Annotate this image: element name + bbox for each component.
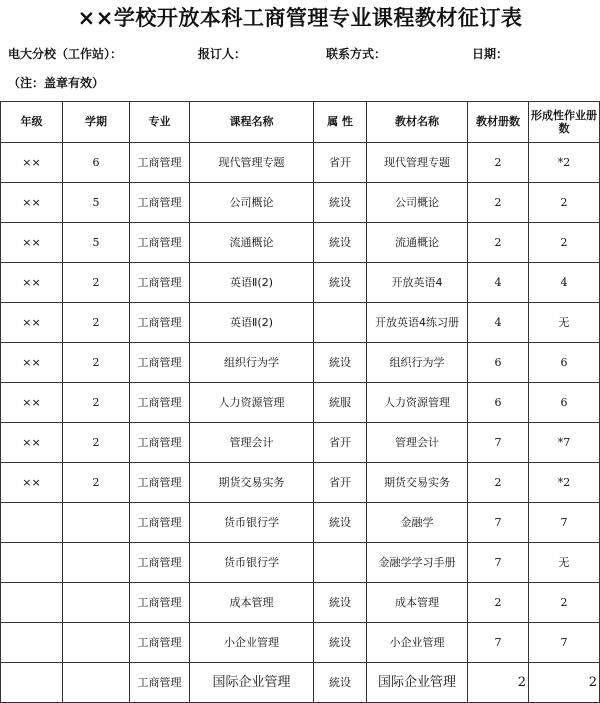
cell-term: 2 [63,463,130,503]
cell-textbook: 期货交易实务 [367,463,468,503]
contact-label: 联系方式： [326,47,387,61]
cell-grade: ×× [1,143,63,183]
cell-attribute: 省开 [314,423,367,463]
table-row [1,423,600,463]
cell-term: 6 [63,143,130,183]
cell-term [63,503,130,543]
cell-homework-count: 2 [529,223,600,263]
page-title: ××学校开放本科工商管理专业课程教材征订表 [77,6,523,30]
cell-course: 国际企业管理 [190,663,314,703]
cell-course: 流通概论 [190,223,314,263]
table-header-row [1,102,600,143]
cell-major: 工商管理 [130,463,190,503]
table-row [1,383,600,423]
cell-term: 2 [63,383,130,423]
cell-major: 工商管理 [130,343,190,383]
cell-attribute: 統设 [314,623,367,663]
cell-book-count: 7 [468,543,529,583]
header-attribute: 属 性 [314,102,367,143]
table-row [1,143,600,183]
header-textbook: 教材名称 [367,102,468,143]
cell-book-count: 6 [468,343,529,383]
cell-grade: ×× [1,423,63,463]
cell-book-count: 2 [468,663,529,703]
cell-course: 人力资源管理 [190,383,314,423]
cell-course: 组织行为学 [190,343,314,383]
cell-major: 工商管理 [130,383,190,423]
cell-textbook: 公司概论 [367,183,468,223]
cell-major: 工商管理 [130,263,190,303]
cell-course: 现代管理专题 [190,143,314,183]
header-term: 学期 [63,102,130,143]
cell-attribute: 統服 [314,383,367,423]
header-major: 专业 [130,102,190,143]
stamp-note: （注：盖章有效） [8,76,105,90]
cell-grade: ×× [1,343,63,383]
branch-label: 电大分校（工作站）： [8,47,123,61]
table-row [1,303,600,343]
cell-book-count: 7 [468,503,529,543]
table-row [1,543,600,583]
cell-textbook: 管理会计 [367,423,468,463]
textbook-order-table [0,101,600,703]
cell-grade: ×× [1,383,63,423]
cell-book-count: 4 [468,303,529,343]
cell-homework-count: 4 [529,263,600,303]
cell-major: 工商管理 [130,503,190,543]
cell-book-count: 2 [468,223,529,263]
cell-term: 2 [63,423,130,463]
cell-attribute: 統设 [314,183,367,223]
cell-book-count: 2 [468,143,529,183]
cell-book-count: 2 [468,463,529,503]
header-homework-count: 形成性作业册数 [529,102,600,143]
cell-homework-count: 6 [529,383,600,423]
cell-attribute [314,543,367,583]
form-meta-line [0,45,600,63]
cell-major: 工商管理 [130,543,190,583]
reporter-label: 报订人： [198,47,247,61]
cell-grade: ×× [1,183,63,223]
cell-term [63,663,130,703]
cell-term: 5 [63,183,130,223]
cell-course: 期货交易实务 [190,463,314,503]
cell-book-count: 4 [468,263,529,303]
table-row [1,583,600,623]
cell-course: 公司概论 [190,183,314,223]
cell-term: 5 [63,223,130,263]
cell-grade [1,663,63,703]
cell-book-count: 6 [468,383,529,423]
cell-textbook: 现代管理专题 [367,143,468,183]
cell-homework-count: *7 [529,423,600,463]
cell-grade [1,583,63,623]
cell-attribute: 統设 [314,263,367,303]
cell-major: 工商管理 [130,623,190,663]
cell-book-count: 2 [468,583,529,623]
cell-textbook: 开放英语4练习册 [367,303,468,343]
cell-textbook: 人力资源管理 [367,383,468,423]
cell-attribute: 省开 [314,463,367,503]
cell-major: 工商管理 [130,223,190,263]
cell-term: 2 [63,343,130,383]
date-label: 日期： [472,47,509,61]
table-row [1,263,600,303]
table-row [1,463,600,503]
cell-course: 成本管理 [190,583,314,623]
table-row [1,343,600,383]
cell-attribute: 統设 [314,343,367,383]
cell-homework-count: 7 [529,623,600,663]
cell-textbook: 金融学学习手册 [367,543,468,583]
cell-attribute: 統设 [314,583,367,623]
cell-homework-count: 2 [529,183,600,223]
cell-term: 2 [63,263,130,303]
cell-homework-count: *2 [529,463,600,503]
cell-book-count: 2 [468,183,529,223]
cell-textbook: 开放英语4 [367,263,468,303]
cell-major: 工商管理 [130,303,190,343]
table-row [1,663,600,703]
cell-major: 工商管理 [130,583,190,623]
cell-major: 工商管理 [130,423,190,463]
cell-textbook: 小企业管理 [367,623,468,663]
cell-textbook: 成本管理 [367,583,468,623]
cell-term: 2 [63,303,130,343]
cell-attribute: 統设 [314,503,367,543]
cell-attribute: 統设 [314,663,367,703]
cell-book-count: 7 [468,423,529,463]
cell-attribute: 統设 [314,223,367,263]
table-row [1,503,600,543]
cell-textbook: 国际企业管理 [367,663,468,703]
header-book-count: 教材册数 [468,102,529,143]
cell-grade: ×× [1,263,63,303]
cell-homework-count: 无 [529,303,600,343]
cell-attribute: 省开 [314,143,367,183]
cell-major: 工商管理 [130,663,190,703]
cell-homework-count: 2 [529,583,600,623]
cell-book-count: 7 [468,623,529,663]
cell-major: 工商管理 [130,183,190,223]
cell-homework-count: 7 [529,503,600,543]
cell-course: 英语Ⅱ(2) [190,263,314,303]
cell-homework-count: *2 [529,143,600,183]
cell-homework-count: 无 [529,543,600,583]
cell-textbook: 流通概论 [367,223,468,263]
cell-grade [1,623,63,663]
cell-grade: ×× [1,223,63,263]
header-course: 课程名称 [190,102,314,143]
cell-course: 小企业管理 [190,623,314,663]
table-row [1,223,600,263]
table-row [1,183,600,223]
cell-grade [1,543,63,583]
header-grade: 年级 [1,102,63,143]
table-row [1,623,600,663]
cell-course: 英语Ⅱ(2) [190,303,314,343]
cell-textbook: 组织行为学 [367,343,468,383]
cell-grade: ×× [1,463,63,503]
cell-course: 管理会计 [190,423,314,463]
cell-grade [1,503,63,543]
cell-homework-count: 2 [529,663,600,703]
cell-major: 工商管理 [130,143,190,183]
cell-term [63,583,130,623]
cell-homework-count: 6 [529,343,600,383]
cell-attribute [314,303,367,343]
cell-grade: ×× [1,303,63,343]
cell-term [63,543,130,583]
cell-term [63,623,130,663]
cell-textbook: 金融学 [367,503,468,543]
cell-course: 货币银行学 [190,503,314,543]
cell-course: 货币银行学 [190,543,314,583]
